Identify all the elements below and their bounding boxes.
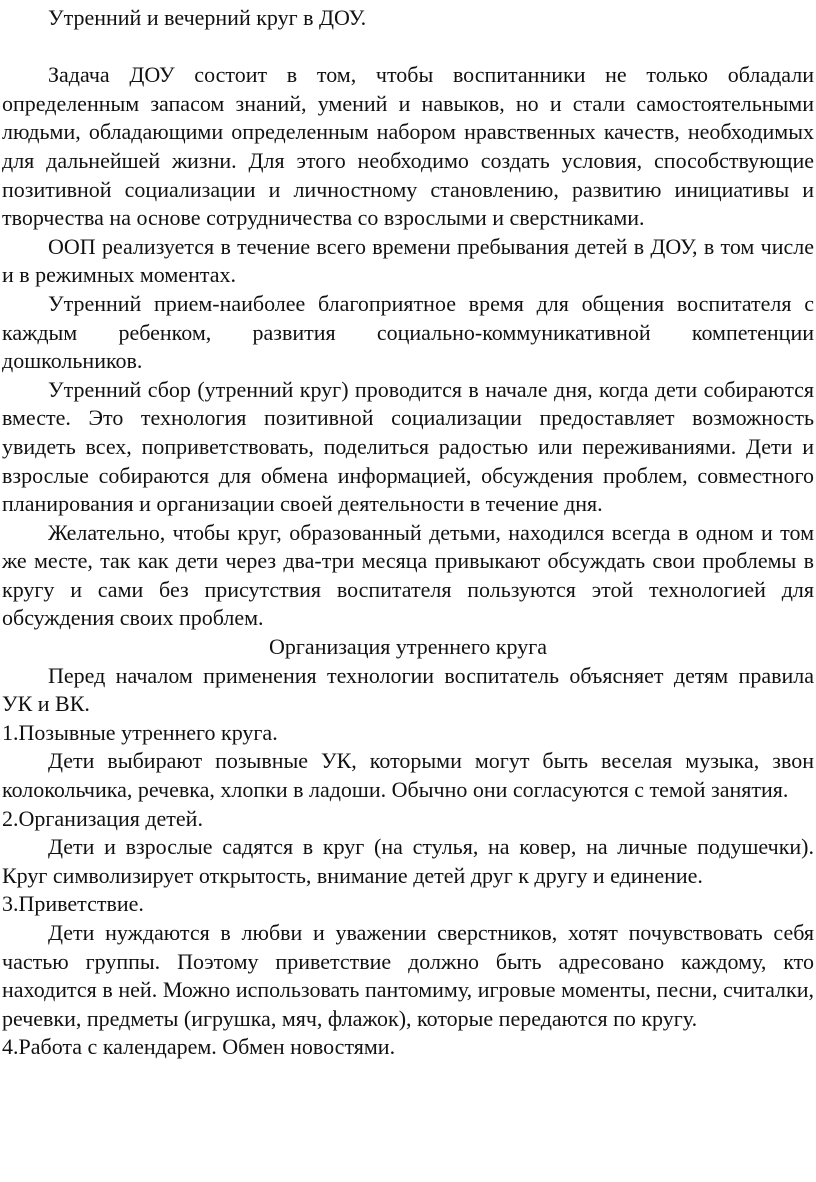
list-item-heading: 1.Позывные утреннего круга.	[2, 719, 278, 745]
list-item-heading: 3.Приветствие.	[2, 891, 144, 917]
section-intro: Перед началом применения технологии воспитатель объясняет детям правила УК и ВК.	[2, 662, 814, 717]
paragraph: Желательно, чтобы круг, образованный детьми, находился всегда в одном и том же месте, так как дети через два-три месяца привыкают обсуждать свои проблемы в кругу и сами без присутствия воспитателя пользуются этой технологией для обсуждения своих проблем.	[2, 519, 814, 631]
paragraph: ООП реализуется в течение всего времени пребывания детей в ДОУ, в том числе и в режимных моментах.	[2, 233, 814, 288]
list-item-text: Дети и взрослые садятся в круг (на стулья, на ковер, на личные подушечки). Круг символизирует открытость, внимание детей друг к другу и единение.	[2, 834, 814, 888]
document-title: Утренний и вечерний круг в ДОУ.	[48, 5, 367, 30]
list-item-heading: 2.Организация детей.	[2, 805, 203, 831]
list-item-heading: 4.Работа с календарем. Обмен новостями.	[2, 1034, 396, 1060]
paragraph: Задача ДОУ состоит в том, чтобы воспитанники не только обладали определенным запасом знаний, умений и навыков, но и стали самостоятельными людьми, обладающими определенным набором нравственных качеств, необходимых для дальнейшей жизни. Для этого необходимо создать условия, способствующие позитивной социализации и личностному становлению, развитию инициативы и творчества на основе сотрудничества со взрослыми и сверстниками.	[2, 62, 814, 231]
paragraph: Утренний сбор (утренний круг) проводится в начале дня, когда дети собираются вместе. Это технология позитивной социализации предоставляет возможность увидеть всех, поприветствовать, поделиться радостью или переживаниями. Дети и взрослые собираются для обмена информацией, обсуждения проблем, совместного планирования и организации своей деятельности в течение дня.	[2, 376, 814, 517]
section-heading: Организация утреннего круга	[269, 634, 547, 660]
list-item-text: Дети нуждаются в любви и уважении сверстников, хотят почувствовать себя частью группы. Поэтому приветствие должно быть адресовано каждому, кто находится в ней. Можно использовать пантомиму, игровые моменты, песни, считалки, речевки, предметы (игрушка, мяч, флажок), которые передаются по кругу.	[2, 920, 814, 1031]
paragraph: Утренний прием-наиболее благоприятное время для общения воспитателя с каждым ребенком, развития социально-коммуникативной компетенции дошкольников.	[2, 290, 814, 374]
list-item-text: Дети выбирают позывные УК, которыми могут быть веселая музыка, звон колокольчика, речевка, хлопки в ладоши. Обычно они согласуются с темой занятия.	[2, 748, 814, 803]
blank-line	[2, 33, 814, 62]
